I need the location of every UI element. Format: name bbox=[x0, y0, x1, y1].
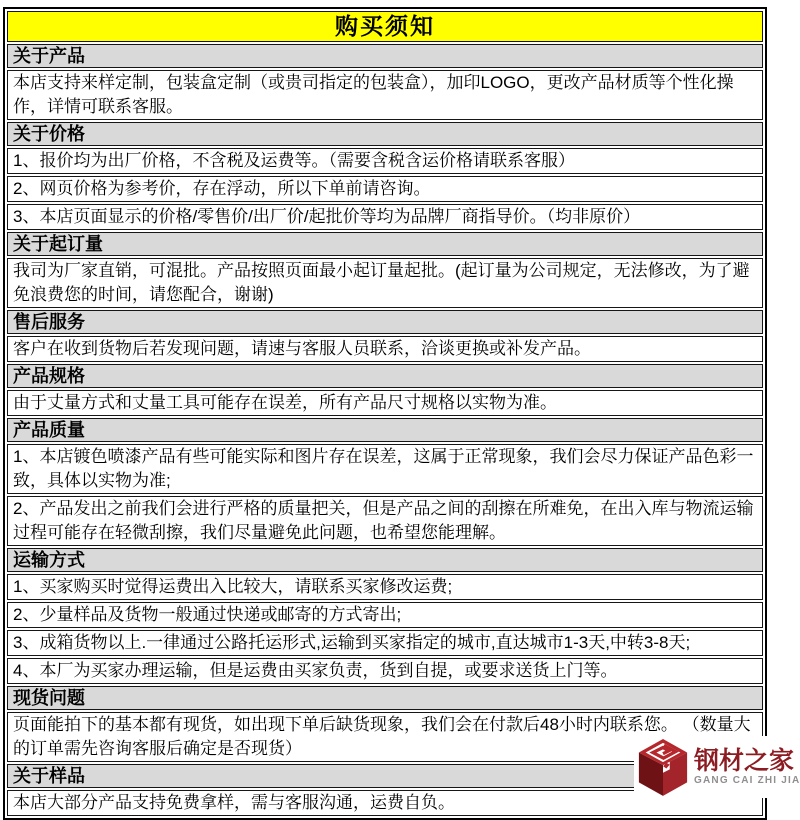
brand-logo-text bbox=[694, 748, 800, 787]
section-heading: 现货问题 bbox=[7, 686, 763, 710]
purchase-notice-table bbox=[3, 7, 767, 820]
notice-row: 2、少量样品及货物一般通过快递或邮寄的方式寄出; bbox=[7, 602, 763, 628]
notice-row: 由于丈量方式和丈量工具可能存在误差，所有产品尺寸规格以实物为准。 bbox=[7, 390, 763, 416]
notice-row: 我司为厂家直销，可混批。产品按照页面最小起订量起批。(起订量为公司规定，无法修改，为了避免浪费您的时间，请您配合，谢谢) bbox=[7, 258, 763, 308]
section-heading: 关于样品 bbox=[7, 764, 763, 788]
notice-sections bbox=[7, 44, 763, 816]
notice-row: 客户在收到货物后若发现问题，请速与客服人员联系，洽谈更换或补发产品。 bbox=[7, 336, 763, 362]
notice-row: 4、本厂为买家办理运输，但是运费由买家负责，货到自提，或要求送货上门等。 bbox=[7, 658, 763, 684]
notice-row: 2、网页价格为参考价，存在浮动，所以下单前请咨询。 bbox=[7, 176, 763, 202]
notice-row: 本店大部分产品支持免费拿样，需与客服沟通，运费自负。 bbox=[7, 790, 763, 816]
section-heading: 关于产品 bbox=[7, 44, 763, 68]
section-heading: 售后服务 bbox=[7, 310, 763, 334]
brand-name-en: GANG CAI ZHI JIA bbox=[694, 774, 800, 786]
brand-name-cn: 钢材之家 bbox=[694, 746, 795, 775]
notice-row: 1、买家购买时觉得运费出入比较大，请联系买家修改运费; bbox=[7, 574, 763, 600]
notice-row: 本店支持来样定制，包装盒定制（或贵司指定的包装盒），加印LOGO，更改产品材质等个性化操作，详情可联系客服。 bbox=[7, 70, 763, 120]
notice-row: 3、本店页面显示的价格/零售价/出厂价/起批价等均为品牌厂商指导价。（均非原价） bbox=[7, 204, 763, 230]
notice-row: 1、本店镀色喷漆产品有些可能实际和图片存在误差，这属于正常现象，我们会尽力保证产品色彩一致，具体以实物为准; bbox=[7, 444, 763, 494]
cube-logo-icon bbox=[636, 736, 690, 798]
notice-row: 页面能拍下的基本都有现货，如出现下单后缺货现象，我们会在付款后48小时内联系您。 （数量大的订单需先咨询客服后确定是否现货） bbox=[7, 712, 763, 762]
notice-row: 1、报价均为出厂价格，不含税及运费等。（需要含税含运价格请联系客服） bbox=[7, 148, 763, 174]
section-heading: 运输方式 bbox=[7, 548, 763, 572]
section-heading: 关于价格 bbox=[7, 122, 763, 146]
section-heading: 产品质量 bbox=[7, 418, 763, 442]
notice-row: 2、产品发出之前我们会进行严格的质量把关，但是产品之间的刮擦在所难免，在出入库与物流运输过程可能存在轻微刮擦，我们尽量避免此问题，也希望您能理解。 bbox=[7, 496, 763, 546]
page-title: 购买须知 bbox=[7, 11, 763, 42]
section-heading: 产品规格 bbox=[7, 364, 763, 388]
section-heading: 关于起订量 bbox=[7, 232, 763, 256]
brand-logo bbox=[634, 736, 800, 798]
notice-row: 3、成箱货物以上.一律通过公路托运形式,运输到买家指定的城市,直达城市1-3天,中转3-8天; bbox=[7, 630, 763, 656]
